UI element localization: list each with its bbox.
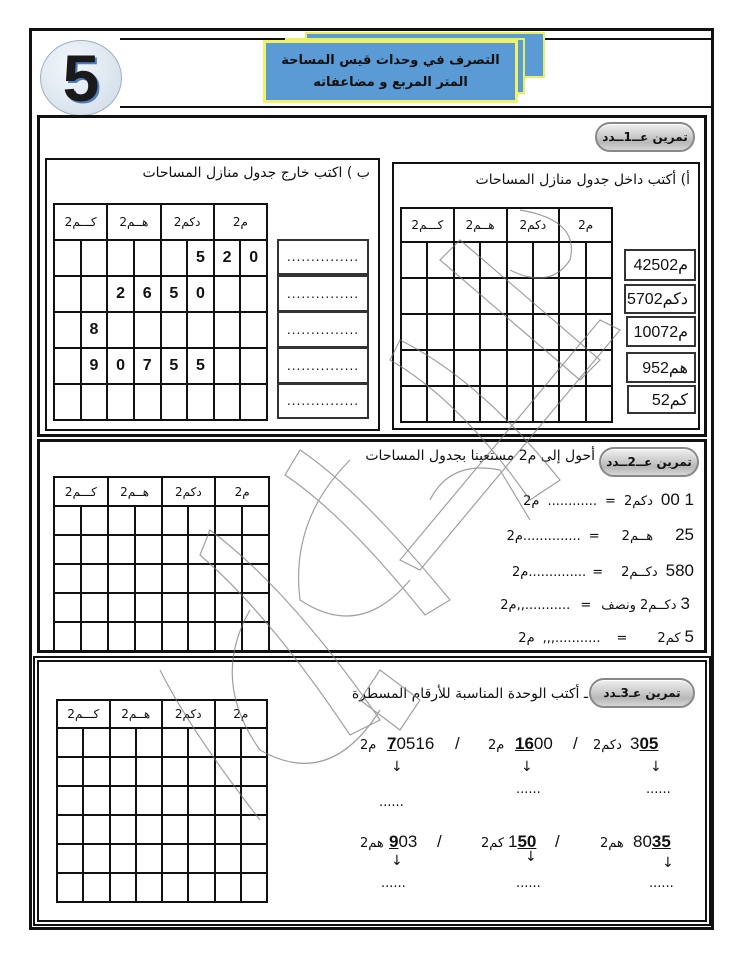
unit-5: كم2 [481,836,505,851]
cell[interactable] [401,386,427,422]
cell[interactable] [533,350,559,386]
cell[interactable] [559,278,585,314]
underlined-number-1 [630,734,700,754]
cell [240,312,267,348]
conversion-line-2 [507,525,694,545]
cell[interactable] [54,593,81,622]
cell [214,312,241,348]
conversion-unit: دكــم2 [621,565,658,580]
cell[interactable] [188,757,214,786]
cell[interactable] [427,350,453,386]
cell[interactable] [136,728,162,757]
exercise-3-label [589,678,695,708]
cell[interactable] [162,786,188,815]
equals-sign: = [605,494,616,509]
cell[interactable] [454,278,480,314]
part-b-instruction: ب ) اكتب خارج جدول منازل المساحات [142,165,370,181]
cell[interactable] [136,844,162,873]
cell [240,348,267,384]
cell[interactable] [586,350,612,386]
conversion-unit: هــم2 [621,529,654,544]
answer-box-2[interactable]: ............... [277,275,369,312]
equals-sign: = [588,529,600,544]
underlined-number-3 [387,734,434,754]
part-b-place-value-table [53,203,268,421]
separator: / [573,734,578,753]
cell: 2 [214,240,241,276]
cell[interactable] [81,593,108,622]
number-suffix: 0516 [396,734,435,753]
exercise-2-label [599,447,699,477]
answer-blank-4[interactable]: ...... [649,876,674,891]
cell [134,384,161,420]
cell [81,240,108,276]
cell[interactable] [215,564,242,593]
cell[interactable] [54,622,81,651]
cell[interactable] [480,242,506,278]
cell[interactable] [188,506,215,535]
cell[interactable] [242,622,269,651]
header-km2: كـــم2 [54,204,107,240]
cell [187,384,214,420]
cell[interactable] [586,386,612,422]
answer-box-4[interactable]: ............... [277,347,369,384]
cell[interactable] [215,757,241,786]
answer-blank-1[interactable]: ...... [646,782,671,797]
cell: 8 [81,312,108,348]
cell: 0 [107,348,134,384]
unit-1: دكم2 [593,738,622,753]
cell[interactable] [401,350,427,386]
cell[interactable] [507,278,533,314]
cell[interactable] [480,314,506,350]
cell[interactable] [533,386,559,422]
separator: / [437,832,442,851]
answer-box-5[interactable]: ............... [277,383,369,419]
cell [161,312,188,348]
value-box-5: 5كم2 [627,385,696,414]
answer-blank[interactable]: ...........,,, [542,631,601,646]
cell[interactable] [559,314,585,350]
cell[interactable] [480,386,506,422]
header-hm2: هــم2 [110,700,163,728]
cell[interactable] [108,535,135,564]
cell[interactable] [533,242,559,278]
cell: 0 [240,240,267,276]
header-hm2: هــم2 [107,204,160,240]
cell[interactable] [215,728,241,757]
cell [107,240,134,276]
conversion-line-5 [518,627,694,647]
target-unit: م2 [511,565,529,580]
cell[interactable] [480,350,506,386]
cell[interactable] [242,535,269,564]
cell[interactable] [108,622,135,651]
target-unit: م2 [518,631,535,646]
cell[interactable] [162,593,189,622]
header-rule-bottom [120,106,714,108]
cell [107,384,134,420]
cell[interactable] [81,535,108,564]
cell[interactable] [135,535,162,564]
cell[interactable] [215,622,242,651]
cell[interactable] [188,535,215,564]
answer-blank[interactable]: .............. [522,529,581,544]
exercise-3-instruction: ـ أكتب الوحدة المناسبة للأرقام المسطرة [351,686,588,702]
exercise-1-label-text: تمرين عــ1ــدد [602,130,688,144]
answer-box-1[interactable]: ............... [277,239,369,275]
cell [134,240,161,276]
number-prefix: 1 [508,832,518,851]
cell[interactable] [135,506,162,535]
header-km2: كـــم2 [54,477,108,506]
conversion-line-4 [500,594,690,614]
unit-4: هم2 [600,836,624,851]
underlined-digits: 35 [651,832,671,851]
number-prefix: 80 [633,832,652,851]
cell[interactable] [427,242,453,278]
cell[interactable] [427,278,453,314]
title-banner [263,40,518,103]
exercise-3-place-value-table [56,699,268,903]
cell[interactable] [83,786,109,815]
cell [81,384,108,420]
cell[interactable] [242,564,269,593]
header-dam2: دكم2 [161,204,214,240]
arrow-down-icon: ↓ [662,855,674,871]
exercise-1-label [595,122,695,152]
conversion-unit: دكم2 [623,494,653,509]
header-dam2: دكم2 [507,208,560,242]
cell[interactable] [110,873,136,902]
number-suffix: 03 [398,832,418,851]
underlined-digits: 7 [387,734,397,753]
unit-3: م2 [360,738,377,753]
cell[interactable] [83,815,109,844]
conversion-value: 3 [680,594,690,613]
cell[interactable] [454,314,480,350]
arrow-down-icon: ↓ [521,759,533,775]
cell[interactable] [162,873,188,902]
cell[interactable] [110,786,136,815]
exercise-2-label-text: تمرين عــ2ــدد [606,455,692,469]
underlined-digits: 9 [389,832,399,851]
conversion-line-1 [523,490,694,510]
cell[interactable] [559,386,585,422]
equals-sign: = [592,565,604,580]
cell[interactable] [188,815,214,844]
cell[interactable] [215,844,241,873]
cell: 9 [81,348,108,384]
cell[interactable] [188,844,214,873]
cell: 7 [134,348,161,384]
cell[interactable] [241,873,267,902]
cell[interactable] [136,815,162,844]
equals-sign: = [580,598,592,613]
cell[interactable] [188,873,214,902]
cell[interactable] [427,386,453,422]
target-unit: م2 [500,598,517,613]
cell[interactable] [108,593,135,622]
lesson-number-badge [40,40,122,116]
cell[interactable] [188,593,215,622]
header-hm2: هــم2 [108,477,162,506]
cell [240,276,267,312]
conversion-value: 580 [665,561,694,580]
answer-blank[interactable]: ............ [547,494,598,509]
cell[interactable] [162,815,188,844]
cell[interactable] [188,786,214,815]
header-dam2: دكم2 [162,477,216,506]
conversion-value: 5 [684,627,694,646]
cell [54,348,81,384]
unit-6: هم2 [360,836,384,851]
cell[interactable] [135,622,162,651]
cell[interactable] [135,593,162,622]
cell[interactable] [83,757,109,786]
cell[interactable] [533,278,559,314]
cell[interactable] [83,873,109,902]
cell [134,312,161,348]
cell[interactable] [215,786,241,815]
cell[interactable] [215,815,241,844]
cell[interactable] [136,786,162,815]
cell[interactable] [108,564,135,593]
conversion-unit: كم2 [657,631,681,646]
cell: 0 [187,276,214,312]
cell[interactable] [188,728,214,757]
cell[interactable] [401,242,427,278]
cell [161,240,188,276]
cell[interactable] [162,757,188,786]
cell [214,384,241,420]
cell[interactable] [454,350,480,386]
cell: 5 [187,348,214,384]
cell [54,384,81,420]
header-m2: م2 [215,477,269,506]
part-a-instruction: أ) أكتب داخل جدول منازل المساحات [475,172,690,188]
cell[interactable] [586,242,612,278]
cell[interactable] [507,350,533,386]
cell[interactable] [83,728,109,757]
cell[interactable] [215,506,242,535]
answer-blank-2[interactable]: ...... [516,782,541,797]
exercise-2-instruction: أحول إلى م2 مستعينا بجدول المساحات [365,448,595,464]
cell [107,312,134,348]
cell[interactable] [81,564,108,593]
cell [54,276,81,312]
underlined-digits: 16 [515,734,534,753]
target-unit: م2 [506,529,523,544]
separator: / [555,832,560,851]
cell: 5 [161,348,188,384]
cell[interactable] [242,593,269,622]
cell[interactable] [427,314,453,350]
conversion-value: 25 [675,525,694,544]
cell[interactable] [81,622,108,651]
header-km2: كـــم2 [57,700,110,728]
header-km2: كـــم2 [401,208,454,242]
target-unit: م2 [523,494,540,509]
header-hm2: هــم2 [454,208,507,242]
cell[interactable] [162,844,188,873]
title-line-2: المتر المربع و مضاعفاته [313,74,468,90]
value-box-1: 4250م2 [624,249,696,281]
unit-2: م2 [488,738,505,753]
number-prefix: 3 [630,734,640,753]
lesson-number: 5 [62,41,100,115]
title-line-1: التصرف في وحدات قيس المساحة [281,52,500,68]
cell[interactable] [162,622,189,651]
cell[interactable] [136,873,162,902]
arrow-down-icon: ↓ [650,759,662,775]
cell[interactable] [57,757,83,786]
cell [161,384,188,420]
cell [187,312,214,348]
answer-blank-5[interactable]: ...... [516,876,541,891]
cell[interactable] [559,350,585,386]
cell [240,384,267,420]
cell[interactable] [480,278,506,314]
cell[interactable] [454,386,480,422]
cell[interactable] [135,564,162,593]
cell[interactable] [401,278,427,314]
cell[interactable] [162,728,188,757]
cell[interactable] [54,535,81,564]
underlined-digits: 50 [517,832,537,851]
value-box-2: 570دكم2 [624,284,696,314]
value-box-3: 1007م2 [626,316,696,347]
cell[interactable] [242,506,269,535]
answer-blank-3[interactable]: ...... [379,795,404,810]
separator: / [455,734,460,753]
cell[interactable] [162,535,189,564]
cell[interactable] [241,786,267,815]
cell[interactable] [454,242,480,278]
cell[interactable] [188,564,215,593]
cell[interactable] [215,873,241,902]
cell[interactable] [57,728,83,757]
cell: 5 [187,240,214,276]
cell[interactable] [57,815,83,844]
exercise-2-place-value-table [53,476,270,652]
cell[interactable] [507,314,533,350]
cell[interactable] [241,815,267,844]
answer-blank[interactable]: ...........,, [516,598,571,613]
cell [81,276,108,312]
underlined-number-4 [633,832,671,852]
cell[interactable] [54,564,81,593]
cell[interactable] [57,844,83,873]
header-m2: م2 [559,208,612,242]
arrow-down-icon: ↓ [391,853,403,869]
underlined-number-6 [389,832,417,852]
header-m2: م2 [214,204,267,240]
answer-box-3[interactable]: ............... [277,311,369,348]
conversion-unit: دكــم2 ونصف [601,598,677,613]
underlined-digits: 05 [639,734,659,753]
equals-sign: = [616,631,628,646]
cell[interactable] [241,728,267,757]
cell: 6 [134,276,161,312]
cell[interactable] [401,314,427,350]
arrow-down-icon: ↓ [391,759,403,775]
cell[interactable] [136,757,162,786]
cell[interactable] [54,506,81,535]
cell[interactable] [586,314,612,350]
cell[interactable] [108,506,135,535]
header-dam2: دكم2 [162,700,215,728]
conversion-value: 1 00 [660,490,694,509]
cell[interactable] [81,506,108,535]
cell[interactable] [110,844,136,873]
cell [214,276,241,312]
answer-blank[interactable]: .............. [528,565,587,580]
cell [214,348,241,384]
answer-blank-6[interactable]: ...... [381,876,406,891]
cell [54,240,81,276]
cell[interactable] [110,815,136,844]
cell[interactable] [110,757,136,786]
cell: 2 [107,276,134,312]
cell[interactable] [559,242,585,278]
cell[interactable] [241,844,267,873]
cell[interactable] [188,622,215,651]
underlined-number-2 [515,734,553,754]
cell[interactable] [57,786,83,815]
cell[interactable] [507,242,533,278]
cell [54,312,81,348]
arrow-down-icon: ↓ [525,849,537,865]
cell[interactable] [586,278,612,314]
cell[interactable] [533,314,559,350]
exercise-3-label-text: تمرين عـ3ـدد [603,686,681,700]
number-suffix: 00 [533,734,553,753]
value-box-4: 95هم2 [626,352,696,383]
cell[interactable] [215,535,242,564]
cell: 5 [161,276,188,312]
part-a-place-value-table [400,207,613,423]
cell[interactable] [83,844,109,873]
cell[interactable] [57,873,83,902]
cell[interactable] [162,506,189,535]
cell[interactable] [110,728,136,757]
cell[interactable] [162,564,189,593]
header-m2: م2 [215,700,268,728]
cell[interactable] [241,757,267,786]
cell[interactable] [215,593,242,622]
conversion-line-3 [512,561,694,581]
cell[interactable] [507,386,533,422]
